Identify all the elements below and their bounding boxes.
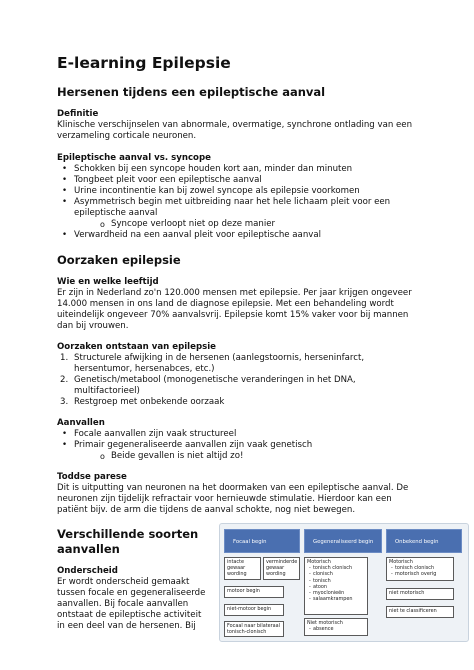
aanvallen-sublist: [57, 451, 417, 462]
syncope-list: [57, 164, 417, 219]
list-item: - motorisch overig: [389, 571, 451, 577]
section-heading-soorten: Verschillende soorten aanvallen: [57, 527, 199, 556]
soorten-left-column: [57, 527, 207, 632]
wie-heading: Wie en welke leeftijd: [57, 277, 159, 287]
box-gegeneraliseerd-niet-motorisch: [304, 618, 368, 636]
list-item: - clonisch: [307, 571, 365, 577]
list-item: • Asymmetrisch begin met uitbreiding naar het hele lichaam pleit voor een epileptische aanval: [57, 197, 417, 219]
soorten-section: [57, 527, 439, 636]
todd-text: Dit is uitputting van neuronen na het doormaken van een epileptische aanval. De neuronen zijn tijdelijk refractair voor hernieuwde stimulatie. Hierdoor kan een patiënt bijv. de arm die tijdens de aanval schokte, nog niet bewegen.: [57, 483, 409, 515]
list-item: 2. Genetisch/metabool (monogenetische veranderingen in het DNA, multifactorieel): [60, 375, 356, 396]
list-item: • Urine incontinentie kan bij zowel syncope als epilepsie voorkomen: [57, 186, 417, 197]
box-intacte-gewaarwording: intacte gewaar wording: [224, 557, 261, 580]
list-item: - tonisch: [307, 578, 365, 584]
box-onbekend-niet-motorisch: niet motorisch: [386, 588, 454, 600]
onderscheid-heading: Onderscheid: [57, 566, 118, 576]
box-niet-te-classificeren: niet te classificeren: [386, 606, 454, 618]
ontstaan-list: [57, 353, 417, 408]
aanvallen-list: [57, 429, 417, 451]
box-niet-motoor-begin: niet-motoor begin: [224, 604, 284, 616]
list-item: 1. Structurele afwijking in de hersenen (aanlegstoornis, herseninfarct, hersentumor, hersenabces, etc.): [60, 353, 365, 374]
header-gegeneraliseerd: Gegeneraliseerd begin: [304, 529, 382, 553]
box-onbekend-motorisch: [386, 557, 454, 581]
niet-motorisch-title: Niet motorisch: [307, 620, 343, 626]
list-item: - myoclonieën: [307, 590, 365, 596]
list-item: - tonisch clonisch: [389, 565, 451, 571]
section-heading-hersenen: Hersenen tijdens een epileptische aanval: [57, 85, 326, 99]
onderscheid-text: Er wordt onderscheid gemaakt tussen focale en gegeneraliseerde aanvallen. Bij focale aanvallen ontstaat de epileptische activiteit in een deel van de hersenen. Bij: [57, 577, 206, 631]
list-item: o Beide gevallen is niet altijd zo!: [57, 451, 417, 462]
wie-text: Er zijn in Nederland zo'n 120.000 mensen met epilepsie. Per jaar krijgen ongeveer 14.000 mensen in ons land de diagnose epilepsie. Met een behandeling wordt uiteindelijk ongeveer 70% aanvalsvrij. Epilepsie komt 15% vaker voor bij mannen dan bij vrouwen.: [57, 288, 412, 331]
list-item: - absence: [307, 626, 365, 632]
syncope-sublist: [57, 219, 417, 230]
list-item: • Focale aanvallen zijn vaak structureel: [57, 429, 417, 440]
onbekend-motorisch-title: Motorisch: [389, 559, 413, 565]
definitie-text: Klinische verschijnselen van abnormale, overmatige, synchrone ontlading van een verzameling corticale neuronen.: [57, 120, 413, 141]
list-item: • Schokken bij een syncope houden kort aan, minder dan minuten: [57, 164, 417, 175]
document-title: E-learning Epilepsie: [57, 54, 231, 72]
list-item: • Verwardheid na een aanval pleit voor epileptische aanval: [57, 230, 417, 241]
syncope-list-end: [57, 230, 417, 241]
motorisch-title: Motorisch: [307, 559, 331, 565]
box-gegeneraliseerd-motorisch: [304, 557, 368, 615]
list-item: 3. Restgroep met onbekende oorzaak: [60, 397, 225, 407]
box-verminderde-gewaarwording: verminderde gewaar wording: [263, 557, 300, 580]
box-focaal-bilateraal: Focaal naar bilateraal tonisch-clonisch: [224, 621, 284, 637]
list-item: • Primair gegeneraliseerde aanvallen zijn vaak genetisch: [57, 440, 417, 451]
list-item: - atoon: [307, 584, 365, 590]
todd-heading: Toddse parese: [57, 472, 127, 482]
box-motoor-begin: motoor begin: [224, 586, 284, 598]
syncope-heading: Epileptische aanval vs. syncope: [57, 153, 211, 163]
ontstaan-heading: Oorzaken ontstaan van epilepsie: [57, 342, 216, 352]
definitie-heading: Definitie: [57, 109, 99, 119]
document-page: [57, 54, 439, 636]
section-heading-oorzaken: Oorzaken epilepsie: [57, 253, 181, 267]
list-item: • Tongbeet pleit voor een epileptische aanval: [57, 175, 417, 186]
aanvallen-heading: Aanvallen: [57, 418, 105, 428]
list-item: o Syncope verloopt niet op deze manier: [57, 219, 417, 230]
header-onbekend: Onbekend begin: [386, 529, 462, 553]
seizure-classification-diagram: [219, 523, 469, 642]
list-item: - salaamkrampen: [307, 596, 365, 602]
list-item: - tonisch clonisch: [307, 565, 365, 571]
header-focaal: Focaal begin: [224, 529, 300, 553]
